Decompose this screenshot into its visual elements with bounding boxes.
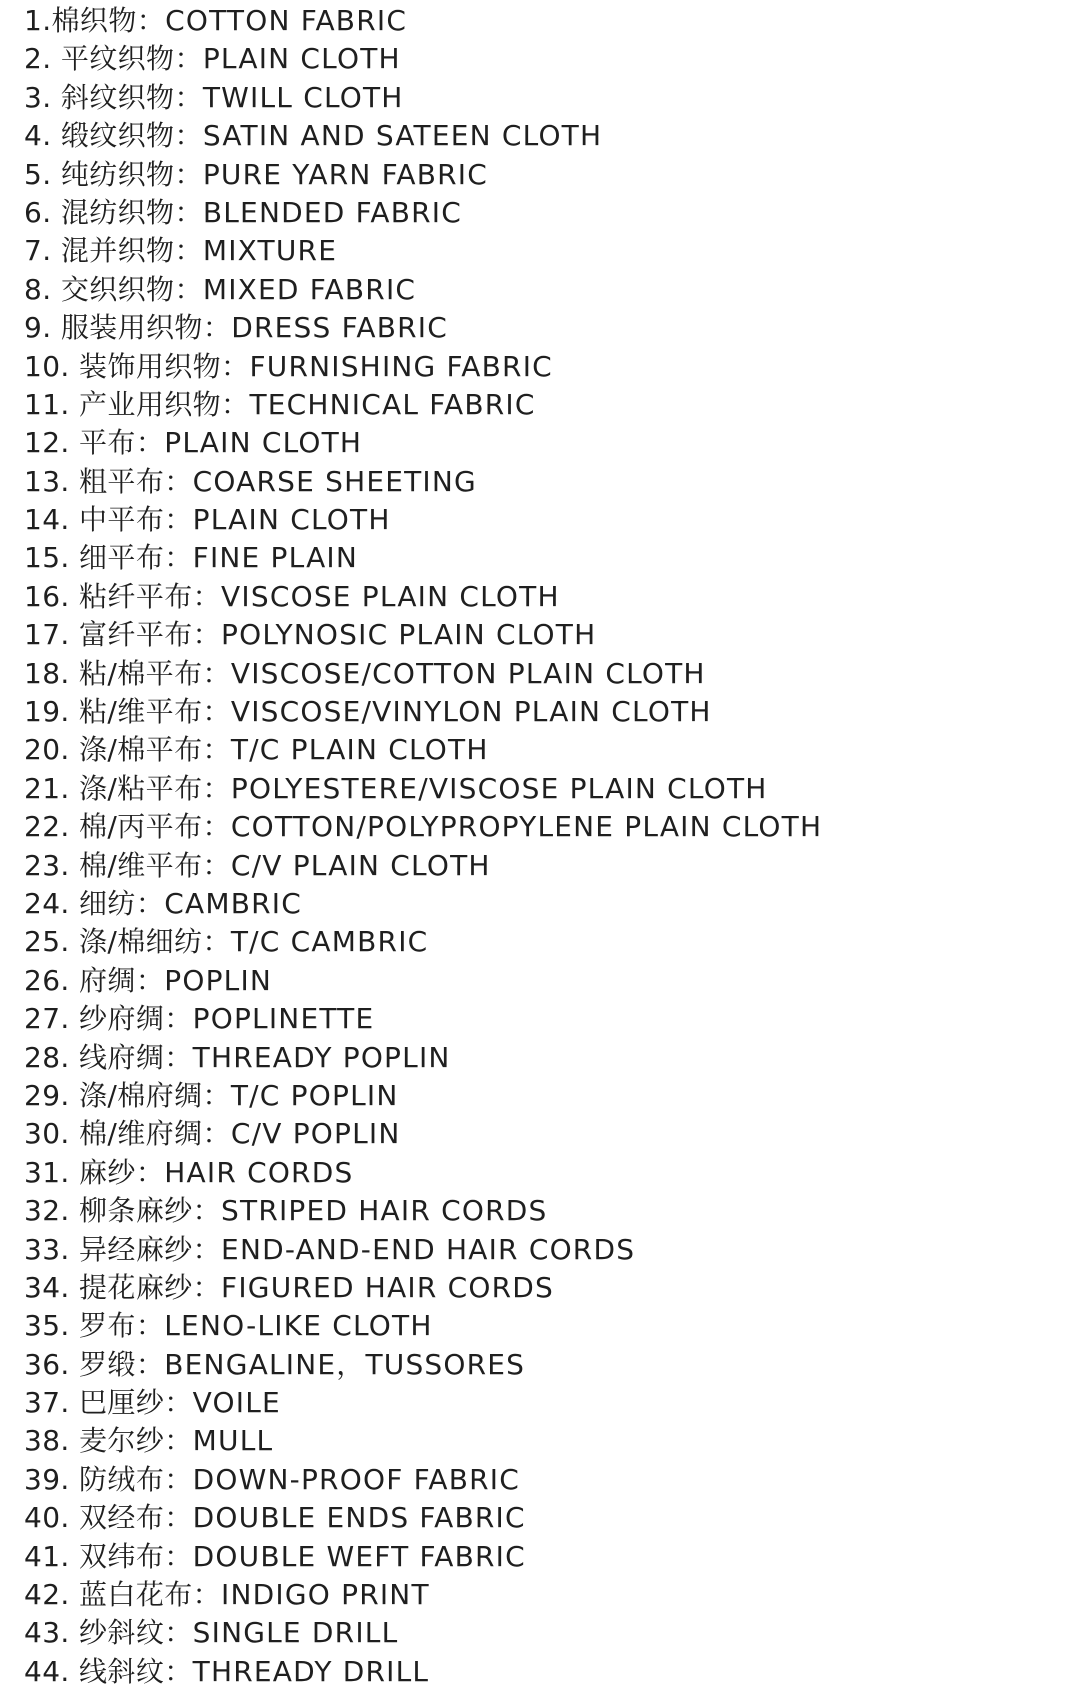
english-term: POLYESTERE/VISCOSE PLAIN CLOTH (230, 771, 768, 805)
list-item (24, 1576, 1064, 1614)
chinese-term: 粘纤平布 (79, 579, 193, 613)
colon-separator: ： (192, 1578, 222, 1612)
chinese-term: 细平布 (79, 541, 165, 575)
item-number: 25. (24, 925, 80, 959)
chinese-term: 粘/维平布 (79, 695, 203, 729)
item-number: 37. (24, 1386, 80, 1420)
list-item (24, 808, 1064, 846)
chinese-term: 涤/棉平布 (79, 733, 203, 767)
chinese-term: 棉/维府绸 (79, 1117, 203, 1151)
item-number: 22. (24, 810, 80, 844)
list-item (24, 79, 1064, 117)
item-number: 19. (24, 695, 80, 729)
chinese-term: 缎纹织物 (60, 119, 175, 153)
colon-separator: ： (202, 656, 231, 690)
english-term: DOUBLE WEFT FABRIC (192, 1539, 526, 1573)
english-term: COARSE SHEETING (192, 464, 477, 498)
list-item (24, 539, 1064, 577)
item-number: 16. (24, 579, 80, 613)
chinese-term: 双纬布 (79, 1539, 165, 1573)
item-number: 28. (24, 1040, 80, 1074)
colon-separator: ： (202, 810, 231, 844)
english-term: PLAIN CLOTH (202, 42, 401, 76)
english-term: TWILL CLOTH (202, 80, 404, 114)
english-term: C/V POPLIN (230, 1117, 401, 1151)
item-number: 23. (24, 848, 80, 882)
english-term: HAIR CORDS (164, 1155, 354, 1189)
item-number: 7. (24, 234, 61, 268)
chinese-term: 交织织物 (60, 272, 175, 306)
english-term: FURNISHING FABRIC (249, 349, 553, 383)
list-item (24, 1461, 1064, 1499)
list-item (24, 156, 1064, 194)
item-number: 42. (24, 1578, 80, 1612)
chinese-term: 富纤平布 (79, 618, 193, 652)
item-number: 6. (24, 195, 61, 229)
english-term: VISCOSE/VINYLON PLAIN CLOTH (230, 695, 712, 729)
item-number: 41. (24, 1539, 80, 1573)
item-number: 17. (24, 618, 80, 652)
english-term: T/C CAMBRIC (230, 925, 429, 959)
chinese-term: 麦尔纱 (79, 1424, 165, 1458)
english-term: THREADY POPLIN (192, 1040, 451, 1074)
list-item (24, 885, 1064, 923)
colon-separator: ： (164, 1501, 193, 1535)
english-term: TECHNICAL FABRIC (249, 387, 536, 421)
english-term: SATIN AND SATEEN CLOTH (202, 119, 603, 153)
chinese-term: 平纹织物 (60, 42, 175, 76)
english-term: THREADY DRILL (192, 1654, 430, 1688)
item-number: 3. (24, 80, 61, 114)
chinese-term: 府绸 (79, 963, 136, 997)
item-number: 13. (24, 464, 80, 498)
list-item (24, 1346, 1064, 1384)
english-term: T/C POPLIN (230, 1078, 399, 1112)
chinese-term: 异经麻纱 (79, 1232, 193, 1266)
chinese-term: 平布 (79, 426, 136, 460)
english-term: MIXED FABRIC (202, 272, 417, 306)
item-number: 40. (24, 1501, 80, 1535)
list-item (24, 731, 1064, 769)
chinese-term: 提花麻纱 (79, 1270, 193, 1304)
colon-separator: ： (202, 848, 231, 882)
colon-separator: ： (164, 503, 193, 537)
item-number: 35. (24, 1309, 80, 1343)
english-term: POPLINETTE (192, 1002, 375, 1036)
colon-separator: ： (135, 963, 165, 997)
colon-separator: ： (192, 618, 222, 652)
english-term: DOWN-PROOF FABRIC (192, 1462, 520, 1496)
colon-separator: ： (174, 234, 203, 268)
chinese-term: 线斜纹 (79, 1654, 165, 1688)
list-item (24, 1614, 1064, 1652)
chinese-term: 棉织物 (51, 4, 137, 37)
chinese-term: 装饰用织物 (79, 349, 222, 383)
item-number: 4. (24, 119, 61, 153)
english-term: T/C PLAIN CLOTH (230, 733, 489, 767)
chinese-term: 服装用织物 (60, 311, 203, 345)
list-item (24, 1538, 1064, 1576)
list-item (24, 1039, 1064, 1077)
list-item (24, 232, 1064, 270)
item-number: 5. (24, 157, 61, 191)
item-number: 18. (24, 656, 80, 690)
list-item (24, 1077, 1064, 1115)
colon-separator: ： (174, 42, 203, 76)
item-number: 39. (24, 1462, 80, 1496)
chinese-term: 细纺 (79, 886, 136, 920)
chinese-term: 纱府绸 (79, 1002, 165, 1036)
item-number: 21. (24, 771, 80, 805)
chinese-term: 防绒布 (79, 1462, 165, 1496)
list-item (24, 40, 1064, 78)
list-item (24, 655, 1064, 693)
list-item (24, 1307, 1064, 1345)
list-item (24, 271, 1064, 309)
chinese-term: 巴厘纱 (79, 1386, 165, 1420)
list-item (24, 616, 1064, 654)
chinese-term: 斜纹织物 (60, 80, 175, 114)
english-term: FINE PLAIN (192, 541, 359, 575)
colon-separator: ： (202, 1117, 231, 1151)
item-number: 43. (24, 1616, 80, 1650)
colon-separator: ： (202, 311, 232, 345)
chinese-term: 棉/维平布 (79, 848, 203, 882)
item-number: 29. (24, 1078, 80, 1112)
list-item (24, 962, 1064, 1000)
colon-separator: ： (164, 1424, 193, 1458)
item-number: 1. (24, 4, 52, 37)
colon-separator: ： (202, 733, 231, 767)
list-item (24, 117, 1064, 155)
list-item (24, 463, 1064, 501)
list-item (24, 1000, 1064, 1038)
chinese-term: 纱斜纹 (79, 1616, 165, 1650)
colon-separator: ： (202, 695, 231, 729)
term-list (24, 2, 1064, 1691)
colon-separator: ： (192, 1232, 222, 1266)
chinese-term: 罗缎 (79, 1347, 136, 1381)
chinese-term: 产业用织物 (79, 387, 222, 421)
list-item (24, 770, 1064, 808)
chinese-term: 涤/棉府绸 (79, 1078, 203, 1112)
english-term: INDIGO PRINT (221, 1578, 430, 1612)
item-number: 30. (24, 1117, 80, 1151)
chinese-term: 蓝白花布 (79, 1578, 193, 1612)
colon-separator: ： (192, 1270, 222, 1304)
list-item (24, 2, 1064, 40)
colon-separator: ： (164, 464, 193, 498)
list-item (24, 1653, 1064, 1691)
english-term: MULL (192, 1424, 274, 1458)
chinese-term: 粗平布 (79, 464, 165, 498)
colon-separator: ： (164, 541, 193, 575)
english-term: END-AND-END HAIR CORDS (221, 1232, 636, 1266)
item-number: 24. (24, 886, 80, 920)
list-item (24, 1231, 1064, 1269)
chinese-term: 罗布 (79, 1309, 136, 1343)
colon-separator: ： (221, 349, 250, 383)
colon-separator: ： (164, 1462, 193, 1496)
colon-separator: ： (136, 4, 166, 37)
colon-separator: ： (135, 1155, 165, 1189)
colon-separator: ： (221, 387, 250, 421)
chinese-term: 中平布 (79, 503, 165, 537)
colon-separator: ： (164, 1654, 193, 1688)
chinese-term: 混纺织物 (60, 195, 175, 229)
item-number: 34. (24, 1270, 80, 1304)
item-number: 9. (24, 311, 61, 345)
english-term: MIXTURE (202, 234, 338, 268)
colon-separator: ： (135, 1309, 165, 1343)
list-item (24, 424, 1064, 462)
list-item (24, 578, 1064, 616)
colon-separator: ： (202, 925, 231, 959)
item-number: 10. (24, 349, 80, 383)
item-number: 31. (24, 1155, 80, 1189)
item-number: 12. (24, 426, 80, 460)
chinese-term: 麻纱 (79, 1155, 136, 1189)
chinese-term: 纯纺织物 (60, 157, 175, 191)
item-number: 20. (24, 733, 80, 767)
chinese-term: 混并织物 (60, 234, 175, 268)
item-number: 15. (24, 541, 80, 575)
colon-separator: ： (174, 157, 203, 191)
english-term: COTTON/POLYPROPYLENE PLAIN CLOTH (230, 810, 823, 844)
chinese-term: 棉/丙平布 (79, 810, 203, 844)
english-term: VOILE (192, 1386, 281, 1420)
colon-separator: ： (135, 886, 165, 920)
english-term: DRESS FABRIC (231, 311, 448, 345)
list-item (24, 1422, 1064, 1460)
item-number: 32. (24, 1194, 80, 1228)
colon-separator: ： (164, 1616, 193, 1650)
english-term: COTTON FABRIC (165, 4, 408, 37)
chinese-term: 线府绸 (79, 1040, 165, 1074)
colon-separator: ： (135, 1347, 165, 1381)
colon-separator: ： (164, 1002, 193, 1036)
colon-separator: ： (202, 771, 231, 805)
list-item (24, 309, 1064, 347)
item-number: 14. (24, 503, 80, 537)
list-item (24, 1115, 1064, 1153)
english-term: SINGLE DRILL (192, 1616, 399, 1650)
colon-separator: ： (164, 1539, 193, 1573)
colon-separator: ： (174, 119, 203, 153)
english-term: DOUBLE ENDS FABRIC (192, 1501, 526, 1535)
colon-separator: ： (164, 1386, 193, 1420)
english-term: POLYNOSIC PLAIN CLOTH (221, 618, 597, 652)
english-term: POPLIN (164, 963, 273, 997)
item-number: 26. (24, 963, 80, 997)
colon-separator: ： (174, 195, 203, 229)
colon-separator: ： (174, 272, 203, 306)
list-item (24, 501, 1064, 539)
english-term: VISCOSE PLAIN CLOTH (221, 579, 560, 613)
item-number: 8. (24, 272, 61, 306)
english-term: STRIPED HAIR CORDS (221, 1194, 548, 1228)
list-item (24, 1269, 1064, 1307)
colon-separator: ： (164, 1040, 193, 1074)
english-term: CAMBRIC (164, 886, 302, 920)
list-item (24, 923, 1064, 961)
colon-separator: ： (135, 426, 165, 460)
chinese-term: 柳条麻纱 (79, 1194, 193, 1228)
item-number: 2. (24, 42, 61, 76)
english-term: LENO-LIKE CLOTH (164, 1309, 433, 1343)
chinese-term: 涤/粘平布 (79, 771, 203, 805)
item-number: 38. (24, 1424, 80, 1458)
list-item (24, 847, 1064, 885)
english-term: C/V PLAIN CLOTH (230, 848, 491, 882)
list-item (24, 348, 1064, 386)
item-number: 11. (24, 387, 80, 421)
item-number: 36. (24, 1347, 80, 1381)
colon-separator: ： (174, 80, 203, 114)
list-item (24, 386, 1064, 424)
chinese-term: 涤/棉细纺 (79, 925, 203, 959)
colon-separator: ： (202, 1078, 231, 1112)
list-item (24, 1384, 1064, 1422)
english-term: PLAIN CLOTH (164, 426, 363, 460)
list-item (24, 1192, 1064, 1230)
english-term: PURE YARN FABRIC (202, 157, 489, 191)
english-term: VISCOSE/COTTON PLAIN CLOTH (230, 656, 706, 690)
item-number: 44. (24, 1654, 80, 1688)
colon-separator: ： (192, 1194, 222, 1228)
item-number: 27. (24, 1002, 80, 1036)
list-item (24, 1154, 1064, 1192)
item-number: 33. (24, 1232, 80, 1266)
english-term: BENGALINE，TUSSORES (164, 1347, 526, 1381)
chinese-term: 双经布 (79, 1501, 165, 1535)
english-term: BLENDED FABRIC (202, 195, 462, 229)
list-item (24, 693, 1064, 731)
english-term: FIGURED HAIR CORDS (221, 1270, 555, 1304)
english-term: PLAIN CLOTH (192, 503, 391, 537)
list-item (24, 1499, 1064, 1537)
colon-separator: ： (192, 579, 222, 613)
chinese-term: 粘/棉平布 (79, 656, 203, 690)
list-item (24, 194, 1064, 232)
